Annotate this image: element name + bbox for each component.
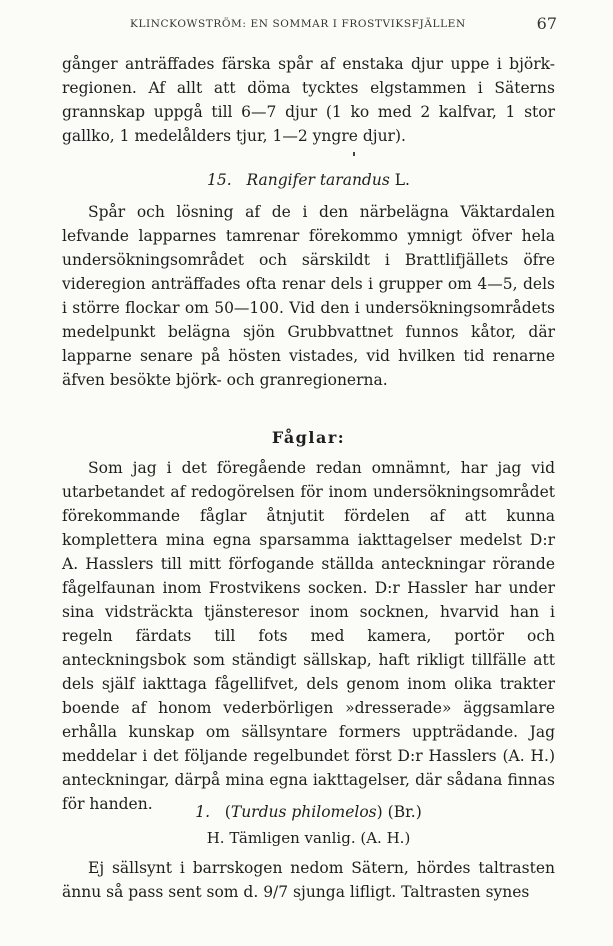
species-latin-name: Turdus philomelos — [230, 803, 377, 821]
paragraph-moose-count: gånger anträffades färska spår af enstaka djur uppe i björk-regionen. Af allt att döma tycktes elgstammen i Säterns grannskap uppgå till 6—7 djur (1 ko med 2 kalfvar, 1 stor gallko, 1 medelålders tjur, 1—2 yngre djur). — [62, 55, 555, 145]
species-paren-open: ( — [224, 803, 231, 821]
species-heading-rangifer — [62, 168, 555, 192]
species-author: (Br.) — [387, 803, 422, 821]
species-heading-turdus — [62, 800, 555, 824]
paragraph-song-thrush: Ej sällsynt i barrskogen nedom Sätern, hördes taltrasten ännu så pass sent som d. 9/7 sjunga lifligt. Taltrasten synes — [62, 859, 555, 901]
species-note: H. Tämligen vanlig. (A. H.) — [206, 829, 411, 847]
print-speck — [353, 152, 355, 156]
species-number: 1. — [195, 803, 211, 821]
paragraph-birds-intro: Som jag i det föregående redan omnämnt, har jag vid utarbetandet af redogörelsen för inom undersökningsområdet förekommande fåglar åtnjutit fördelen af att kunna komplettera mina egna sparsamma iakttagelser medelst D:r A. Hasslers till mitt förfogande ställda anteckningar rörande fågelfaunan inom Frostvikens socken. D:r Hassler har under sina vidsträckta tjänsteresor inom socknen, hvarvid han i regeln färdats till fots med kamera, portör och anteckningsbok som ständigt sällskap, haft rikligt tillfälle att dels själf iakttaga fågellifvet, dels genom inom olika trakter boende af honom vederbörligen »dresserade» äggsamlare erhålla kunskap om sällsyntare formers uppträdande. Jag meddelar i det följande regelbundet först D:r Hasslers (A. H.) anteckningar, därpå mina egna iakttagelser, där sådana finnas för handen. — [62, 459, 555, 813]
running-head: KLINCKOWSTRÖM: EN SOMMAR I FROSTVIKSFJÄLLEN — [130, 18, 466, 30]
species-author: L. — [394, 171, 410, 189]
species-paren-close: ) — [376, 803, 383, 821]
species-number: 15. — [207, 171, 232, 189]
page-number: 67 — [536, 14, 557, 33]
section-heading-birds: Fåglar: — [271, 428, 346, 447]
species-latin-name: Rangifer tarandus — [246, 171, 390, 189]
paragraph-reindeer: Spår och lösning af de i den närbelägna Väktardalen lefvande lapparnes tamrenar förekommo ymnigt öfver hela undersökningsområdet och särskildt i Brattlifjällets öfre videregion anträffades ofta renar dels i grupper om 4—5, dels i större flockar om 50—100. Vid den i undersökningsområdets medelpunkt belägna sjön Grubbvattnet funnos kåtor, där lapparne senare på hösten vistades, vid hvilken tid renarne äfven besökte björk- och granregionerna. — [62, 203, 555, 389]
